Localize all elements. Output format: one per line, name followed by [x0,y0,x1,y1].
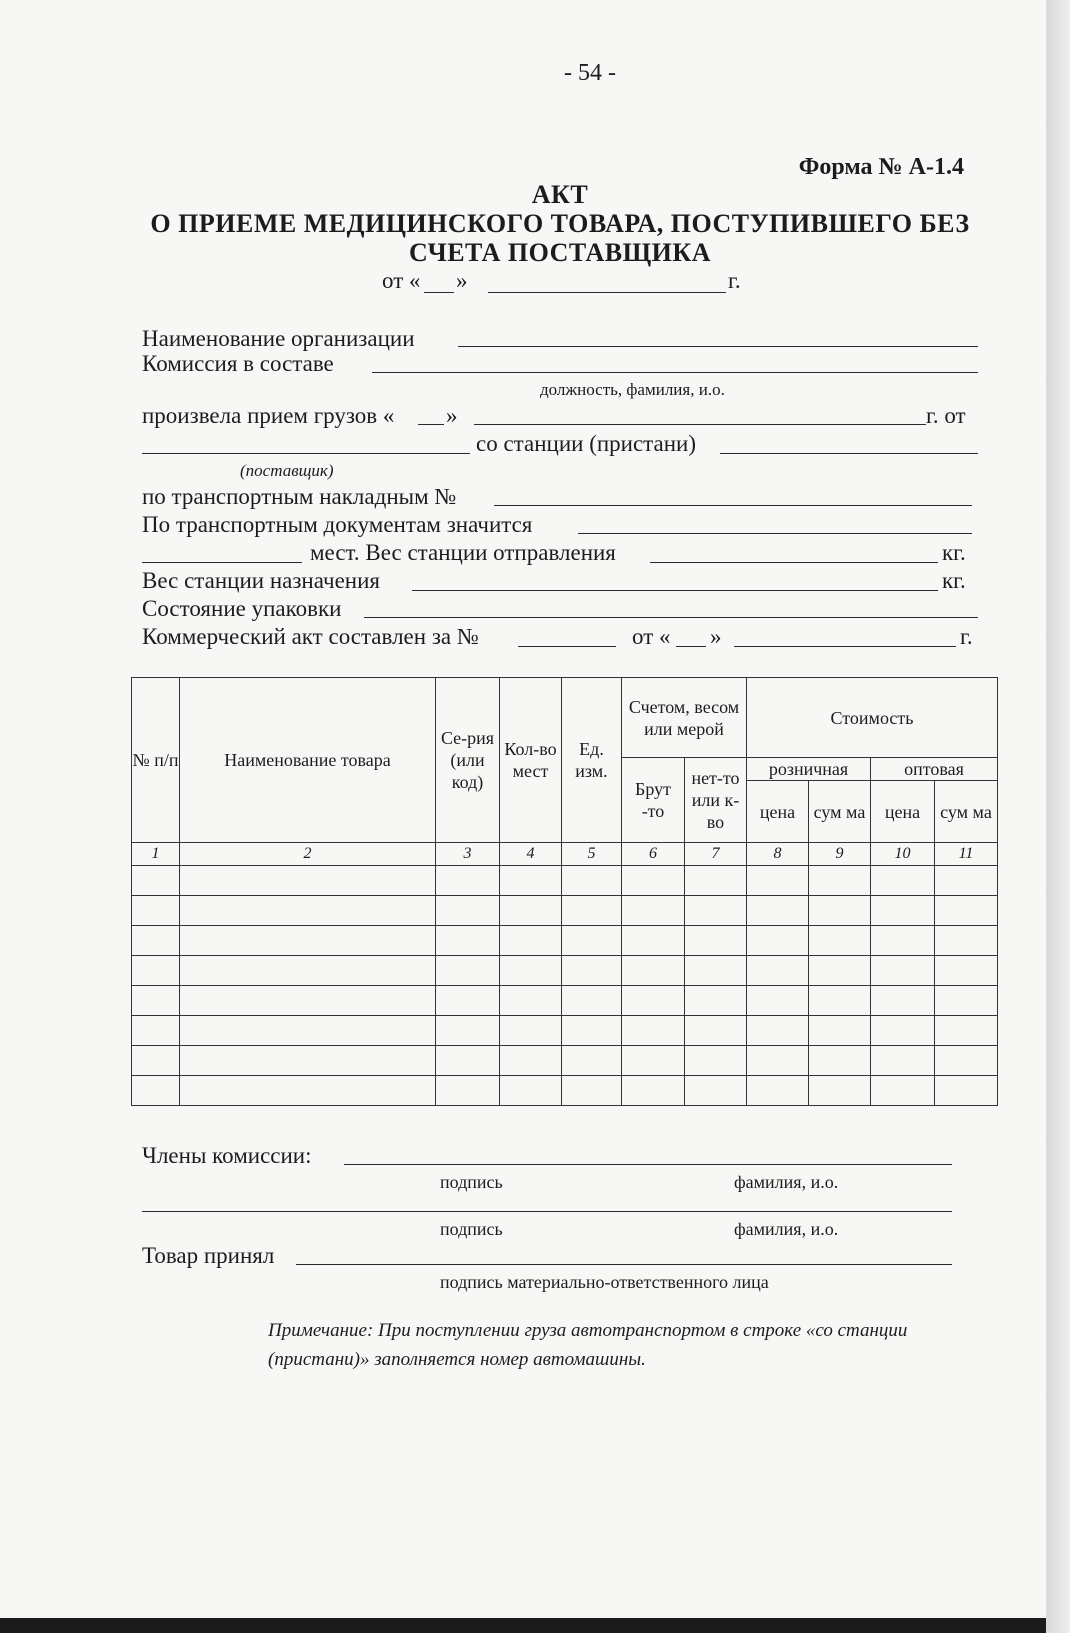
table-cell [500,1046,562,1076]
table-cell [436,986,500,1016]
commercial-label: Коммерческий акт составлен за № [142,624,479,649]
table-cell [935,1076,998,1106]
commercial-suffix: г. [960,624,973,649]
waybill-line [494,505,972,506]
org-label: Наименование организации [142,326,415,351]
received-month-line [474,424,926,425]
col-header-price-retail: цена [747,781,809,843]
table-cell [622,1016,685,1046]
table-cell [132,896,180,926]
dest-weight-line [412,590,938,591]
title-act: АКТ [531,180,589,209]
table-row [132,866,998,896]
column-number: 8 [747,843,809,866]
table-cell [500,986,562,1016]
table-cell [562,896,622,926]
table-cell [562,1076,622,1106]
table-cell [809,1046,871,1076]
col-header-num: № п/п [132,678,180,843]
goods-table [131,677,998,1106]
col-header-net: нет-то или к-во [685,758,747,843]
received-mid: » [446,403,458,428]
column-number: 11 [935,843,998,866]
table-cell [562,926,622,956]
commission-hint: должность, фамилия, и.о. [540,380,725,399]
table-cell [685,896,747,926]
footnote: Примечание: При поступлении груза автотранспортом в строке «со станции (пристани)» заполняется номер автомашины. [268,1320,908,1370]
table-cell [622,926,685,956]
table-cell [935,1046,998,1076]
table-cell [180,1016,436,1046]
accepted-label: Товар принял [142,1243,275,1268]
table-cell [436,1046,500,1076]
table-cell [685,956,747,986]
column-number: 4 [500,843,562,866]
table-cell [622,986,685,1016]
table-cell [747,986,809,1016]
accepted-hint: подпись материально-ответственного лица [440,1272,769,1292]
table-cell [935,866,998,896]
table-cell [500,896,562,926]
kg-unit-2: кг. [942,568,966,593]
table-cell [436,926,500,956]
commercial-day-line [676,646,706,647]
title-line2: О ПРИЕМЕ МЕДИЦИНСКОГО ТОВАРА, ПОСТУПИВШЕГО БЕЗ [150,209,970,238]
table-row [132,1076,998,1106]
col-header-series: Се-рия (или код) [436,678,500,843]
col-header-cost: Стоимость [747,678,998,758]
table-cell [180,1046,436,1076]
commission-label: Комиссия в составе [142,351,334,376]
table-cell [871,896,935,926]
table-cell [132,956,180,986]
table-cell [809,1076,871,1106]
table-cell [871,986,935,1016]
signature-hint-2: подпись [440,1219,503,1239]
table-cell [622,956,685,986]
table-cell [562,1016,622,1046]
table-cell [747,896,809,926]
title-line3: СЧЕТА ПОСТАВЩИКА [409,238,711,267]
table-cell [747,926,809,956]
table-cell [871,1076,935,1106]
table-cell [132,926,180,956]
table-cell [436,1076,500,1106]
table-cell [132,1016,180,1046]
table-cell [747,1076,809,1106]
column-number: 7 [685,843,747,866]
name-hint-2: фамилия, и.о. [734,1219,839,1239]
table-cell [809,866,871,896]
table-cell [436,896,500,926]
table-cell [180,986,436,1016]
table-cell [809,896,871,926]
col-header-invoice: Счетом, весом или мерой [622,678,747,758]
date-month-line [488,292,726,293]
table-cell [685,926,747,956]
table-cell [180,956,436,986]
table-cell [562,986,622,1016]
table-cell [747,1016,809,1046]
table-cell [562,866,622,896]
table-cell [809,1016,871,1046]
signature-hint-1: подпись [440,1172,503,1192]
table-cell [871,866,935,896]
col-header-gross: Брут -то [622,758,685,843]
places-line [142,562,302,563]
col-header-retail: розничная [747,758,871,781]
col-header-name: Наименование товара [180,678,436,843]
table-cell [500,1016,562,1046]
date-day-line [424,292,454,293]
commercial-mid: » [710,624,722,649]
station-line [720,453,978,454]
table-row [132,986,998,1016]
kg-unit: кг. [942,540,966,565]
table-cell [685,986,747,1016]
waybill-label: по транспортным накладным № [142,484,457,509]
table-row [132,1046,998,1076]
table-cell [562,1046,622,1076]
table-cell [180,1076,436,1106]
table-cell [500,926,562,956]
packing-label: Состояние упаковки [142,596,342,621]
dest-weight-label: Вес станции назначения [142,568,380,593]
empty-rows [132,866,998,1106]
column-number: 3 [436,843,500,866]
table-cell [180,866,436,896]
supplier-hint: (поставщик) [240,461,334,480]
table-cell [747,866,809,896]
received-label: произвела прием грузов « [142,403,395,428]
table-cell [500,866,562,896]
table-cell [436,866,500,896]
table-cell [809,956,871,986]
table-row [132,926,998,956]
table-cell [132,866,180,896]
column-number: 5 [562,843,622,866]
station-label: со станции (пристани) [476,431,696,456]
table-cell [871,1046,935,1076]
documents-line [578,533,972,534]
members-line [344,1164,952,1165]
received-suffix: г. от [926,403,966,428]
table-cell [622,1076,685,1106]
table-cell [809,926,871,956]
date-suffix: г. [728,268,741,293]
col-header-wholesale: оптовая [871,758,998,781]
form-number: Форма № А-1.4 [798,154,964,180]
members-label: Члены комиссии: [142,1143,312,1168]
table-row [132,956,998,986]
org-line [458,346,978,347]
packing-line [364,617,978,618]
scan-bottom-edge [0,1618,1046,1633]
table-cell [500,1076,562,1106]
table-cell [935,896,998,926]
table-cell [562,956,622,986]
table-cell [180,926,436,956]
column-number: 1 [132,843,180,866]
table-cell [622,1046,685,1076]
commercial-from: от « [632,624,671,649]
table-cell [935,1016,998,1046]
table-row [132,896,998,926]
table-cell [747,956,809,986]
table-cell [685,866,747,896]
col-header-sum-retail: сум ма [809,781,871,843]
table-cell [622,866,685,896]
table-cell [132,986,180,1016]
col-header-qty: Кол-во мест [500,678,562,843]
commercial-month-line [734,646,956,647]
table-cell [180,896,436,926]
documents-label: По транспортным документам значится [142,512,533,537]
table-cell [622,896,685,926]
column-number: 6 [622,843,685,866]
table-cell [871,956,935,986]
commission-line [372,372,978,373]
member2-line [142,1211,952,1212]
table-cell [747,1046,809,1076]
dep-weight-line [650,562,938,563]
received-day-line [418,424,444,425]
table-cell [436,1016,500,1046]
table-cell [685,1016,747,1046]
table-cell [500,956,562,986]
table-cell [935,956,998,986]
supplier-line [142,453,470,454]
column-number: 9 [809,843,871,866]
commercial-num-line [518,646,616,647]
column-number: 2 [180,843,436,866]
table-row [132,1016,998,1046]
table-cell [685,1046,747,1076]
page-edge [1046,0,1070,1633]
col-header-unit: Ед. изм. [562,678,622,843]
table-cell [935,986,998,1016]
name-hint-1: фамилия, и.о. [734,1172,839,1192]
table-cell [871,926,935,956]
table-cell [436,956,500,986]
table-cell [132,1076,180,1106]
date-mid: » [456,268,468,293]
table-cell [132,1046,180,1076]
accepted-line [296,1264,952,1265]
table-cell [809,986,871,1016]
table-cell [685,1076,747,1106]
column-number-row [132,843,998,866]
col-header-price-wholesale: цена [871,781,935,843]
places-label: мест. Вес станции отправления [310,540,616,565]
column-number: 10 [871,843,935,866]
table-cell [935,926,998,956]
col-header-sum-wholesale: сум ма [935,781,998,843]
date-prefix: от « [382,268,421,293]
page-number: - 54 - [564,60,616,86]
table-cell [871,1016,935,1046]
